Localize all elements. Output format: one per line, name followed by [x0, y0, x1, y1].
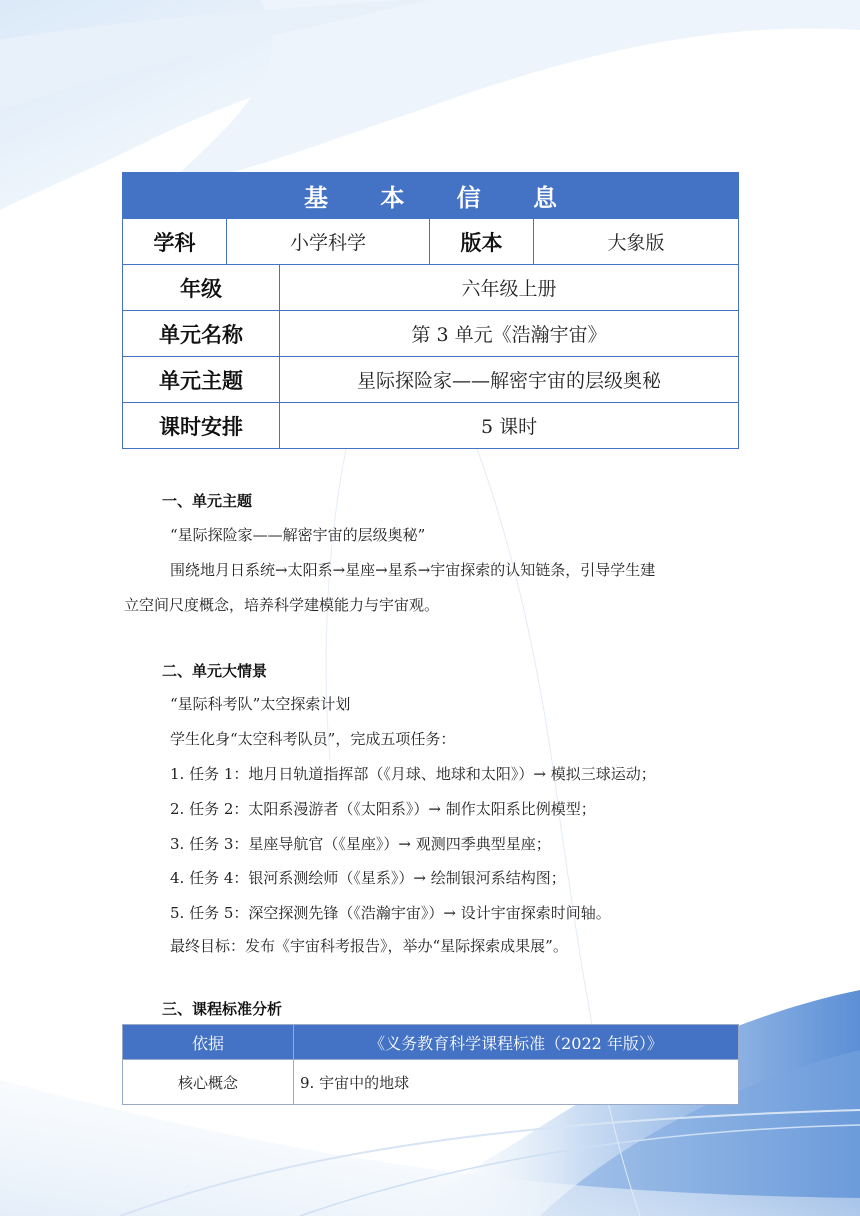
edition-label: 版本: [430, 219, 534, 265]
basic-info-table: [122, 172, 739, 449]
basic-info-title: 基 本 信 息: [123, 173, 739, 219]
unit-theme-paragraph-line2: 立空间尺度概念，培养科学建模能力与宇宙观。: [124, 596, 440, 614]
standards-table: [122, 1024, 739, 1105]
standards-cell-value: 9. 宇宙中的地球: [294, 1060, 739, 1105]
standards-header-basis: 依据: [123, 1025, 294, 1060]
task-item: 4. 任务 4：银河系测绘师（《星系》）→ 绘制银河系结构图；: [170, 869, 566, 887]
standards-header-source: 《义务教育科学课程标准（2022 年版）》: [294, 1025, 739, 1060]
task-item: 3. 任务 3：星座导航官（《星座》）→ 观测四季典型星座；: [170, 835, 551, 853]
subject-label: 学科: [123, 219, 227, 265]
section-heading-standards: 三、课程标准分析: [162, 1000, 283, 1018]
unit-name-label: 单元名称: [123, 311, 280, 357]
subject-value: 小学科学: [227, 219, 430, 265]
grade-value: 六年级上册: [280, 265, 739, 311]
scenario-plan: “星际科考队”太空探索计划: [170, 695, 351, 713]
unit-name-value: 第 3 单元《浩瀚宇宙》: [280, 311, 739, 357]
edition-value: 大象版: [534, 219, 739, 265]
task-item: 1. 任务 1：地月日轨道指挥部（《月球、地球和太阳》）→ 模拟三球运动；: [170, 765, 656, 783]
unit-theme-label: 单元主题: [123, 357, 280, 403]
task-item: 5. 任务 5：深空探测先锋（《浩瀚宇宙》）→ 设计宇宙探索时间轴。: [170, 904, 611, 922]
grade-label: 年级: [123, 265, 280, 311]
schedule-value: 5 课时: [280, 403, 739, 449]
schedule-label: 课时安排: [123, 403, 280, 449]
section-heading-unit-theme: 一、单元主题: [162, 492, 253, 510]
unit-theme-paragraph-line1: 围绕地月日系统→太阳系→星座→星系→宇宙探索的认知链条，引导学生建: [170, 561, 656, 579]
unit-theme-value: 星际探险家——解密宇宙的层级奥秘: [280, 357, 739, 403]
standards-cell-label: 核心概念: [123, 1060, 294, 1105]
table-row: [123, 1060, 739, 1105]
scenario-intro: 学生化身“太空科考队员”，完成五项任务：: [170, 730, 456, 748]
scenario-goal: 最终目标：发布《宇宙科考报告》，举办“星际探索成果展”。: [170, 937, 568, 955]
task-item: 2. 任务 2：太阳系漫游者（《太阳系》）→ 制作太阳系比例模型；: [170, 800, 596, 818]
unit-theme-quote: “星际探险家——解密宇宙的层级奥秘”: [170, 526, 426, 544]
section-heading-scenario: 二、单元大情景: [162, 662, 268, 680]
